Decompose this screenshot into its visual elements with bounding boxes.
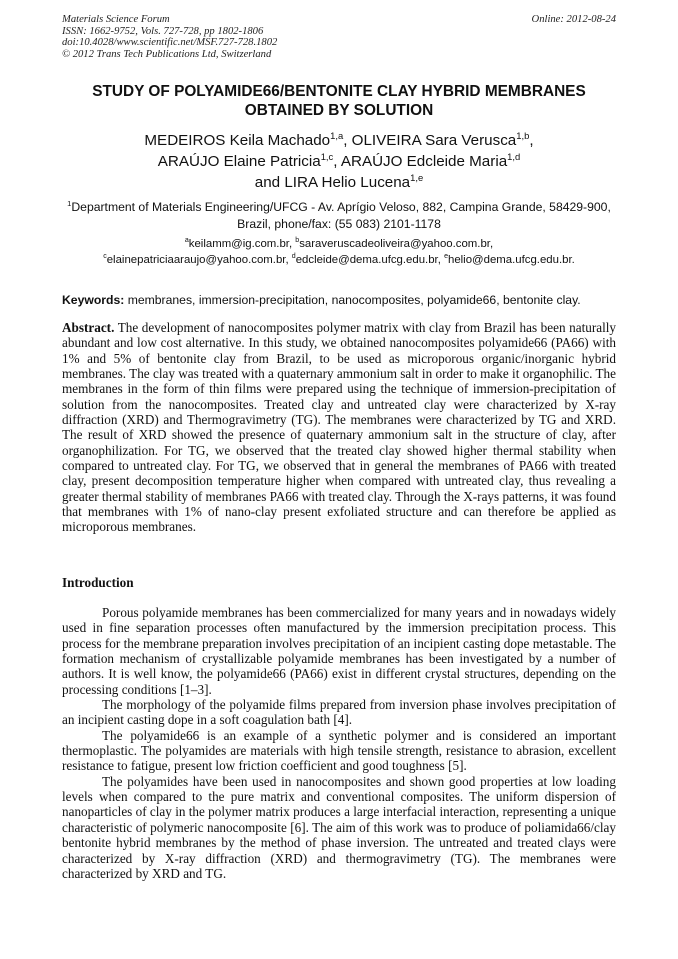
author-emails bbox=[62, 236, 616, 268]
paragraph: The polyamides have been used in nanocomposites and shown good properties at low loading levels when compared to the pure matrix and conventional composites. The uniform dispersion of nanoparticles of clay in the polymer matrix produces a large interfacial interaction, representing a unique characteristic of polymeric nanocomposite [6]. The aim of this work was to produce of poliamida66/clay bentonite hybrid membranes by the method of phase inversion. The untreated and treated clays were characterized by X-ray diffraction (XRD) and thermogravimetry (TG). The membranes were characterized by XRD and TG. bbox=[62, 773, 616, 881]
author-separator: , bbox=[343, 132, 352, 149]
title-line-1: STUDY OF POLYAMIDE66/BENTONITE CLAY HYBRID MEMBRANES bbox=[92, 83, 586, 100]
author-line-3 bbox=[62, 172, 616, 193]
issn-line: ISSN: 1662-9752, Vols. 727-728, pp 1802-1806 bbox=[62, 25, 264, 37]
abstract-text: The development of nanocomposites polymer matrix with clay from Brazil has been naturally abundant and low cost alternative. In this study, we obtained nanocomposites polyamide66 (PA66) with 1% and 5% of bentonite clay from Brazil, to be used as microporous organic/inorganic hybrid membranes. The clay was treated with a quaternary ammonium salt in order to make it organophilic. The membranes in the form of thin films were prepared using the technique of immersion-precipitation of solution from the nanocomposites. Treated clay and untreated clay were characterized by X-ray diffraction (XRD) and Thermogravimetry (TG). The membranes were characterized by TG and XRD. The result of XRD showed the presence of quaternary ammonium salt in the structure of clay, after organophilization. For TG, we observed that the treated clay showed higher thermal stability when compared to untreated clay. For TG, we observed that in general the membranes of PA66 with treated clay, present decomposition temperature higher when compared with untreated clay, thus revealing a greater thermal stability of membranes PA66 with treated clay. Through the X-rays patterns, it was found that membranes with 1% of nano-clay present exfoliated structure and can therefore be applied as microporous membranes. bbox=[62, 320, 616, 535]
affiliation-text: Department of Materials Engineering/UFCG - Av. Aprígio Veloso, 882, Campina Grande, 58429-900, Brazil, phone/fax: (55 083) 2101-1178 bbox=[71, 200, 611, 231]
email-marker: d bbox=[291, 253, 296, 261]
email-address: helio@dema.ufcg.edu.br. bbox=[447, 254, 575, 266]
email-line-1 bbox=[62, 236, 616, 252]
author-line-1 bbox=[62, 130, 616, 151]
author-line-2 bbox=[62, 151, 616, 172]
journal-header bbox=[62, 14, 616, 60]
keywords-label: Keywords: bbox=[62, 293, 125, 307]
email-marker: b bbox=[295, 237, 300, 245]
introduction-heading: Introduction bbox=[62, 575, 134, 590]
author-marker: 1,e bbox=[410, 171, 424, 183]
doi-line: doi:10.4028/www.scientific.net/MSF.727-728.1802 bbox=[62, 37, 278, 49]
author-name: OLIVEIRA Sara Verusca bbox=[351, 132, 517, 149]
affiliation-marker: 1 bbox=[67, 198, 72, 208]
email-marker: e bbox=[444, 253, 448, 261]
author-separator: , bbox=[333, 153, 341, 170]
email-address: elainepatriciaaraujo@yahoo.com.br, bbox=[106, 254, 292, 266]
author-marker: 1,b bbox=[516, 129, 530, 141]
online-date: Online: 2012-08-24 bbox=[531, 14, 616, 25]
author-list bbox=[62, 130, 616, 193]
author-name: MEDEIROS Keila Machado bbox=[144, 132, 331, 149]
copyright-line: © 2012 Trans Tech Publications Ltd, Switzerland bbox=[62, 48, 272, 60]
paragraph: The polyamide66 is an example of a synthetic polymer and is considered an important thermoplastic. The polyamides are materials with high tensile strength, resistance to abrasion, excellent resistance to fatigue, present low friction coefficient and good toughness [5]. bbox=[62, 727, 616, 774]
abstract-label: Abstract. bbox=[62, 320, 115, 335]
author-name: ARAÚJO Edcleide Maria bbox=[340, 153, 508, 170]
author-marker: 1,a bbox=[330, 129, 344, 141]
paragraph: The morphology of the polyamide films prepared from inversion phase involves precipitation of an incipient casting dope in a soft coagulation bath [4]. bbox=[62, 697, 616, 728]
email-line-2 bbox=[62, 252, 616, 268]
email-marker: a bbox=[184, 237, 189, 245]
author-separator: , bbox=[529, 132, 534, 149]
abstract bbox=[62, 320, 616, 535]
keywords-text: membranes, immersion-precipitation, nanocomposites, polyamide66, bentonite clay. bbox=[124, 293, 581, 307]
email-marker: c bbox=[103, 253, 107, 261]
journal-name: Materials Science Forum bbox=[62, 14, 170, 25]
paper-title bbox=[62, 82, 616, 120]
author-marker: 1,c bbox=[320, 150, 334, 162]
keywords bbox=[62, 292, 616, 308]
author-marker: 1,d bbox=[507, 150, 521, 162]
email-address: keilamm@ig.com.br, bbox=[188, 238, 296, 250]
email-address: edcleide@dema.ufcg.edu.br, bbox=[295, 254, 445, 266]
affiliation bbox=[62, 199, 616, 232]
author-conjunction: and bbox=[254, 174, 285, 191]
email-address: saraveruscadeoliveira@yahoo.com.br, bbox=[299, 238, 494, 250]
author-name: LIRA Helio Lucena bbox=[284, 174, 411, 191]
author-name: ARAÚJO Elaine Patricia bbox=[157, 153, 321, 170]
paragraph: Porous polyamide membranes has been commercialized for many years and in nowadays widely used in fine separation processes often manufactured by the immersion precipitation process. This process for the membrane preparation involves precipitation of an incipient casting dope metastable. The formation mechanism of crystallizable polyamide membranes has been investigated by a number of authors. It is well know, the polyamide66 (PA66) exist in different crystal structures, depending on the processing conditions [1–3]. bbox=[62, 605, 616, 697]
introduction-body bbox=[62, 605, 616, 881]
title-line-2: OBTAINED BY SOLUTION bbox=[244, 102, 434, 119]
